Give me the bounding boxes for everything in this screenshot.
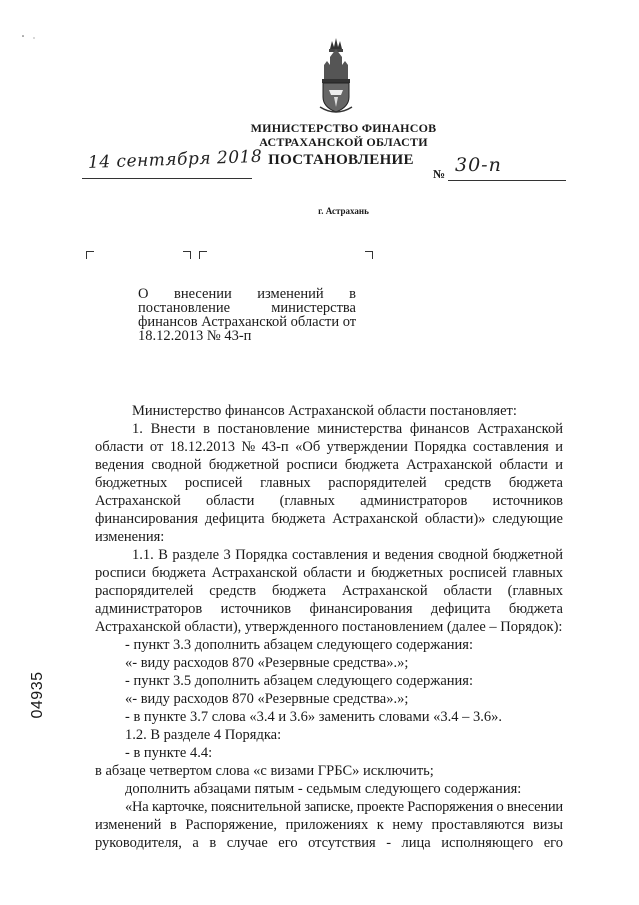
subject-line: финансов Астраханской области от (138, 314, 357, 330)
body-line: изменения: (95, 529, 165, 545)
registration-stamp (28, 665, 48, 725)
body-line: - пункт 3.5 дополнить абзацем следующего содержания: (125, 673, 473, 689)
coat-of-arms-emblem (316, 35, 356, 115)
ministry-name-line1: МИНИСТЕРСТВО ФИНАНСОВ (250, 121, 437, 135)
number-underline (448, 180, 566, 181)
body-line: 1. Внести в постановление министерства финансов Астраханской (132, 421, 563, 437)
body-line: Министерство финансов Астраханской области постановляет: (132, 403, 517, 419)
city-name: г. Астрахань (318, 206, 369, 216)
body-line: ведения сводной бюджетной росписи бюджета Астраханской области и (95, 457, 563, 473)
body-line: бюджетных росписей главных распорядителей средств бюджета (95, 475, 563, 491)
body-line: Астраханской области (главных администраторов источников (95, 493, 563, 509)
body-line: администраторов источников финансирования дефицита бюджета (95, 601, 563, 617)
body-line: финансирования дефицита бюджета Астраханской области)» следующие (95, 511, 563, 527)
handwritten-number: 30-п (455, 154, 502, 176)
subject-line: 18.12.2013 № 43-п (138, 328, 252, 344)
handwritten-date: 14 сентября 2018 (87, 146, 263, 173)
corner-mark (183, 251, 191, 259)
body-line: «На карточке, пояснительной записке, проекте Распоряжения о внесении (125, 799, 563, 815)
body-line: 1.1. В разделе 3 Порядка составления и ведения сводной бюджетной (132, 547, 563, 563)
body-line: - в пункте 4.4: (125, 745, 213, 761)
body-line: «- виду расходов 870 «Резервные средства».»; (125, 655, 409, 671)
body-line: росписи бюджета Астраханской области и бюджетных росписей главных (95, 565, 563, 581)
body-line: руководителя, а в случае его отсутствия - лица исполняющего его (95, 835, 563, 851)
corner-mark (199, 251, 207, 259)
document-body (95, 402, 563, 852)
ministry-name-line2: АСТРАХАНСКОЙ ОБЛАСТИ (259, 135, 428, 149)
corner-mark (86, 251, 94, 259)
body-line: дополнить абзацами пятым - седьмым следующего содержания: (125, 781, 522, 797)
body-line: распорядителей средств бюджета Астраханской области (главных (95, 583, 563, 599)
subject-line: О внесении изменений в (138, 286, 356, 302)
body-line: в абзаце четвертом слова «с визами ГРБС» исключить; (95, 763, 434, 779)
document-type-title: ПОСТАНОВЛЕНИЕ (268, 152, 414, 168)
registration-number: 04935 (29, 671, 46, 719)
body-line: 1.2. В разделе 4 Порядка: (125, 727, 282, 743)
corner-mark (365, 251, 373, 259)
number-sign: № (433, 167, 446, 181)
body-line: - в пункте 3.7 слова «3.4 и 3.6» заменить словами «3.4 – 3.6». (125, 709, 503, 725)
body-line: изменений в Распоряжение, приложениях к нему проставляются визы (95, 817, 563, 833)
scan-specks (20, 30, 50, 40)
body-line: - пункт 3.3 дополнить абзацем следующего содержания: (125, 637, 473, 653)
ministry-name (0, 121, 639, 149)
date-underline (82, 178, 252, 179)
body-line: Астраханской области), утвержденного постановлением (далее – Порядок): (95, 619, 563, 635)
body-line: «- виду расходов 870 «Резервные средства».»; (125, 691, 409, 707)
document-subject (138, 287, 356, 343)
subject-line: постановление министерства (138, 300, 356, 316)
body-line: области от 18.12.2013 № 43-п «Об утверждении Порядка составления и (95, 439, 563, 455)
